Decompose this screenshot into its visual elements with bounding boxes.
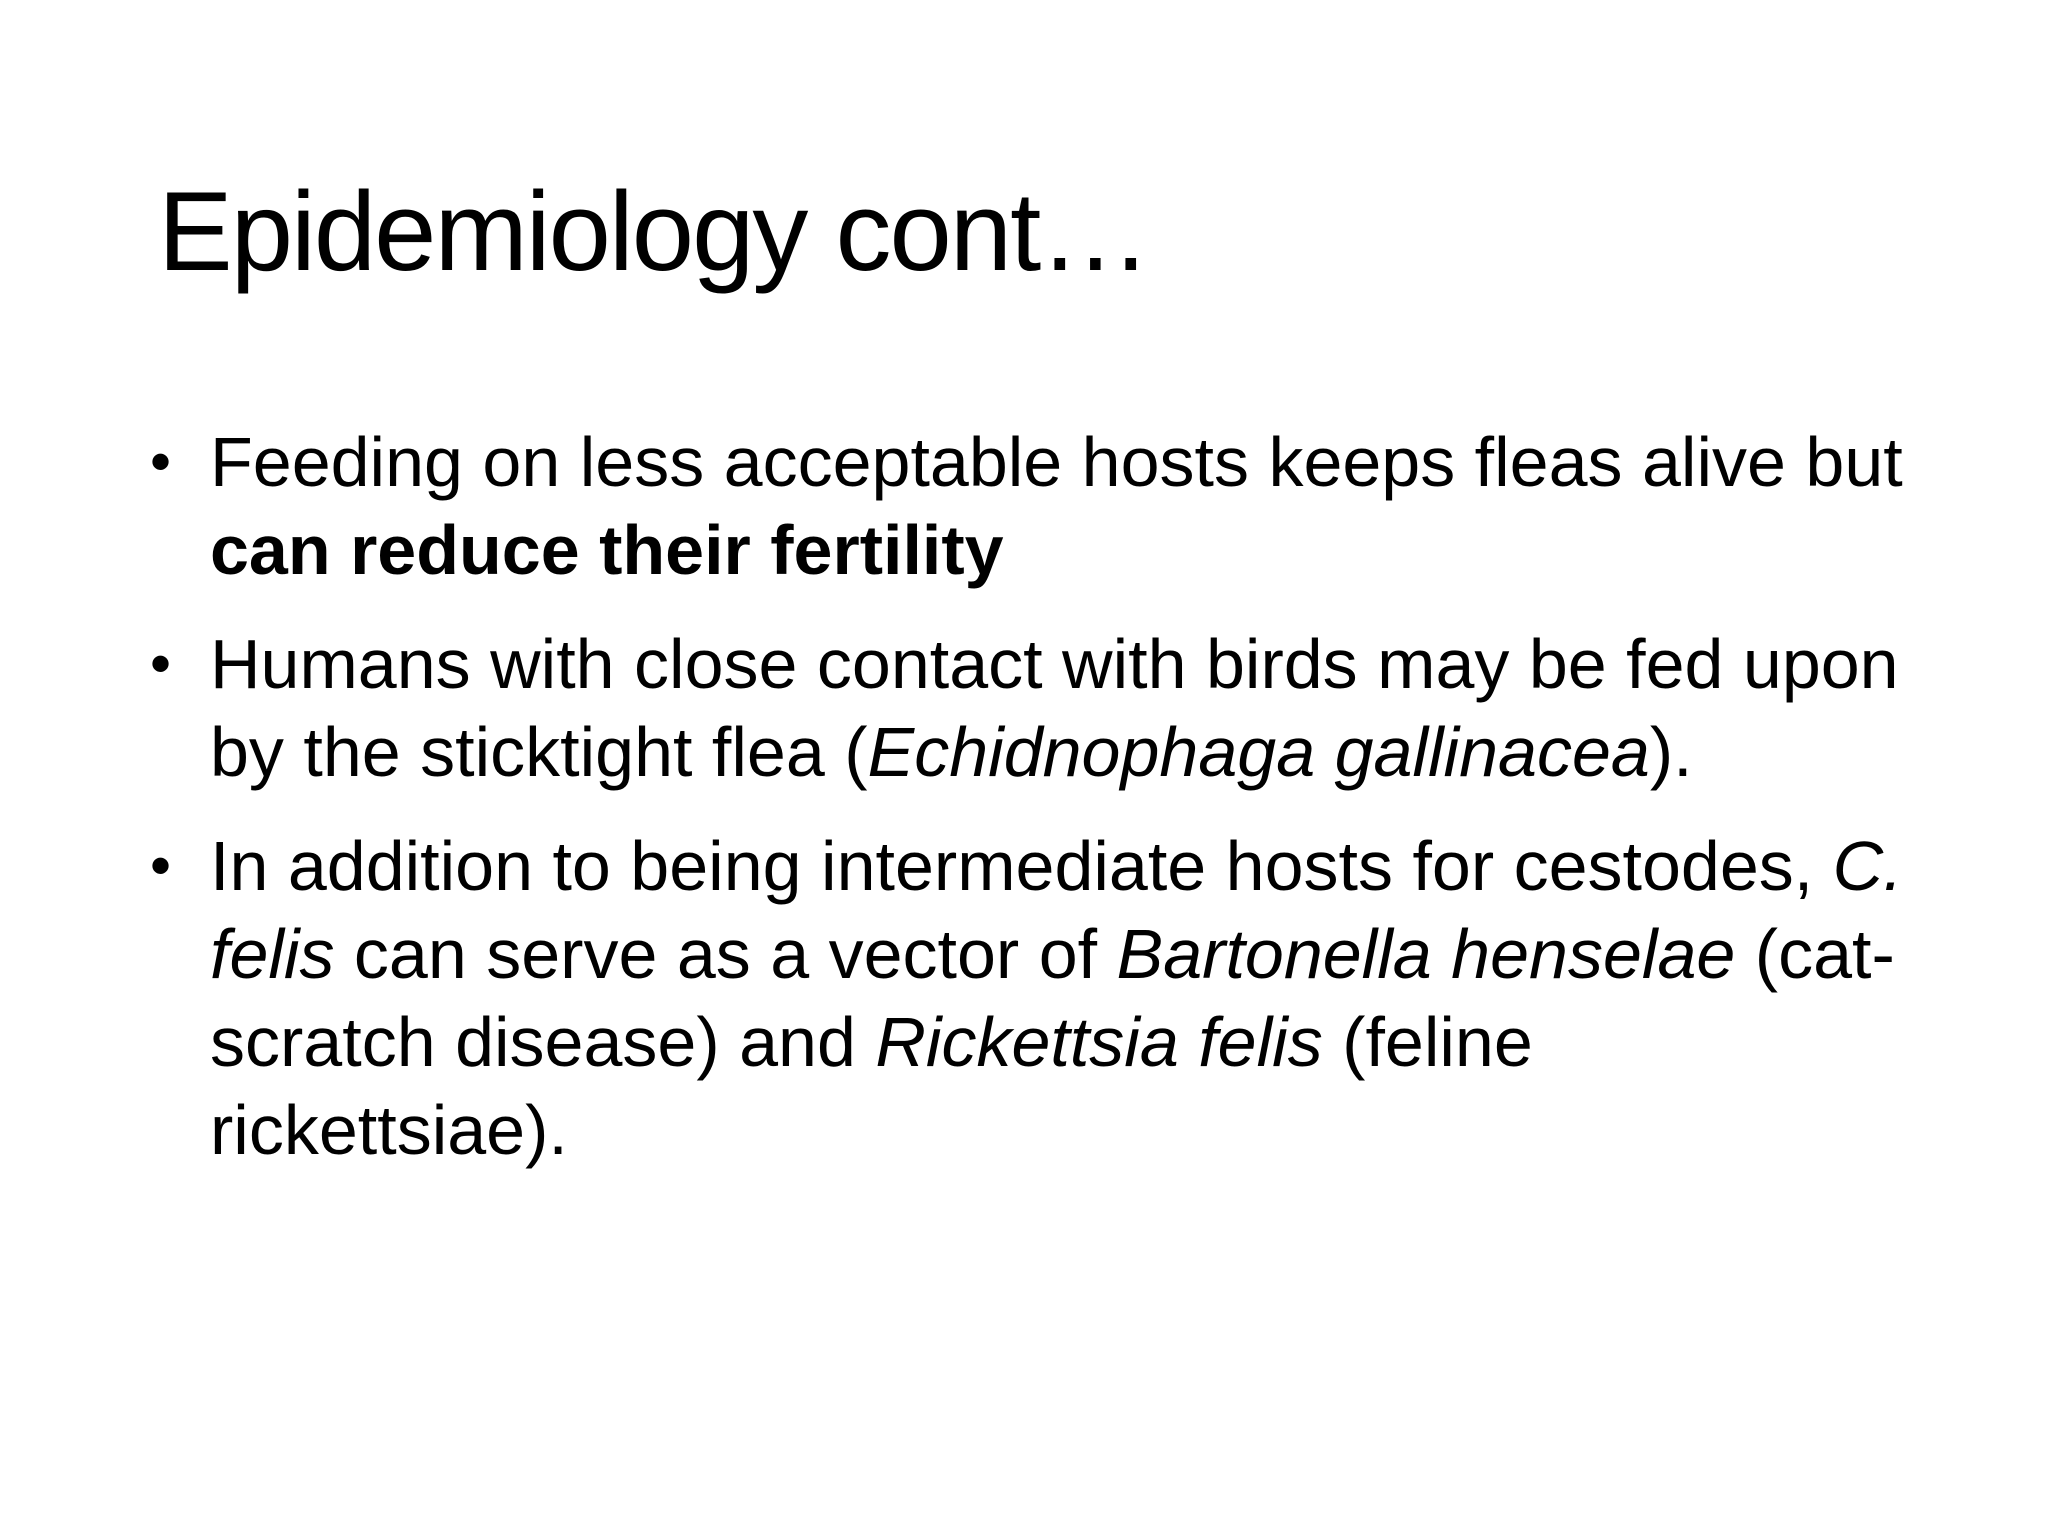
bullet-text: (feline rickettsiae). [210,1003,1533,1169]
bullet-text: Humans with close contact with birds may be fed upon by the sticktight flea ( [210,625,1899,791]
bullet-item-vector [150,822,1910,1174]
bullet-icon: • [150,428,172,495]
bullet-icon: • [150,630,172,697]
species-name: Bartonella henselae [1116,915,1736,993]
bullet-list [150,418,1910,1200]
bullet-icon: • [150,832,172,899]
bullet-text: Feeding on less acceptable hosts keeps fleas alive but [210,423,1903,501]
slide-title: Epidemiology cont… [158,169,1150,294]
bullet-text: can serve as a vector of [334,915,1117,993]
bullet-item-sticktight-flea [150,620,1910,796]
bullet-text: In addition to being intermediate hosts for cestodes, [210,827,1833,905]
bullet-item-fertility [150,418,1910,594]
bullet-text: (cat-scratch disease) and [210,915,1895,1081]
species-name: Echidnophaga gallinacea [867,713,1650,791]
species-name: Rickettsia felis [875,1003,1323,1081]
species-name: C. felis [210,827,1903,993]
bullet-emphasis: can reduce their fertility [210,511,1004,589]
bullet-text: ). [1649,713,1693,791]
